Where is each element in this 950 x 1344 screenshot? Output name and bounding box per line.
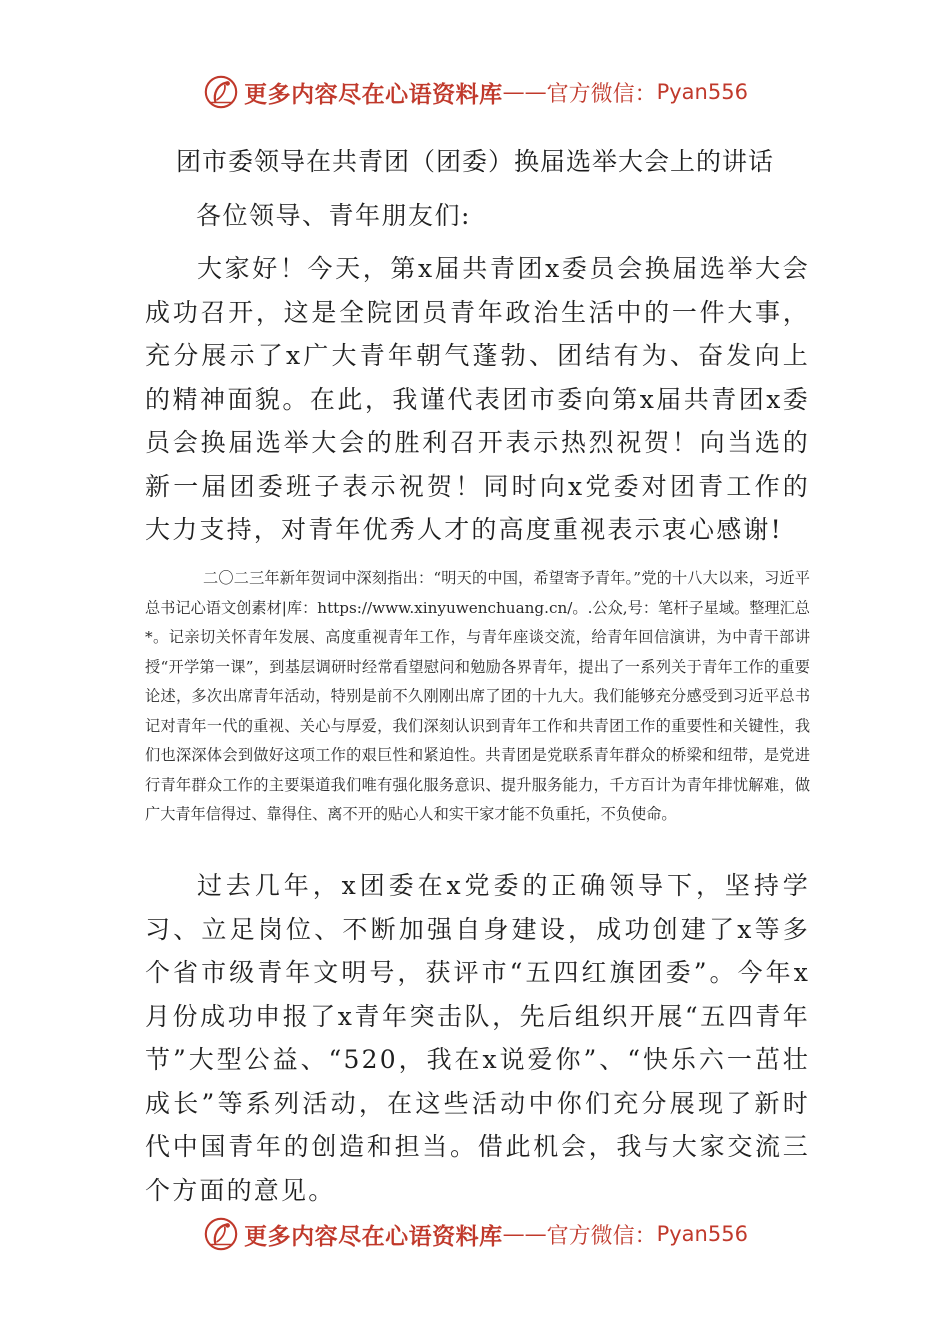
banner-wechat-label: 官方微信：: [546, 1223, 657, 1249]
document-title: 团市委领导在共青团（团委）换届选举大会上的讲话: [175, 147, 774, 176]
header-banner: [0, 70, 950, 114]
banner-dash: ——: [502, 1221, 547, 1247]
banner-slogan: 更多内容尽在心语资料库: [244, 1222, 503, 1250]
banner-wechat-label: 官方微信：: [546, 81, 657, 107]
brand-logo-icon: [202, 73, 240, 111]
banner-wechat-id: Pyan556: [656, 80, 748, 104]
salutation: 各位领导、青年朋友们:: [196, 201, 471, 230]
footer-banner: [0, 1212, 950, 1256]
quote-paragraph: 二〇二三年新年贺词中深刻指出：“明天的中国，希望寄予青年。”党的十八大以来，习近平总书记心语文创素材|库：https://www.xinyuwenchuang.cn/。.公众,号：笔杆子星域。整理汇总*。记亲切关怀青年发展、高度重视青年工作，与青年座谈交流，给青年回信演讲，为中青干部讲授“开学第一课”，到基层调研时经常看望慰问和勉励各界青年，提出了一系列关于青年工作的重要论述，多次出席青年活动，特别是前不久刚刚出席了团的十九大。我们能够充分感受到习近平总书记对青年一代的重视、关心与厚爱，我们深刻认识到青年工作和共青团工作的重要性和关键性，我们也深深体会到做好这项工作的艰巨性和紧迫性。共青团是党联系青年群众的桥梁和纽带，是党进行青年群众工作的主要渠道我们唯有强化服务意识、提升服务能力，千方百计为青年排忧解难，做广大青年信得过、靠得住、离不开的贴心人和实干家才能不负重托，不负使命。: [145, 569, 810, 823]
body-paragraph-2: 过去几年，x团委在x党委的正确领导下，坚持学习、立足岗位、不断加强自身建设，成功创建了x等多个省市级青年文明号，获评市“五四红旗团委”。今年x月份成功申报了x青年突击队，先后组织开展“五四青年节”大型公益、“520，我在x说爱你”、“快乐六一茁壮成长”等系列活动，在这些活动中你们充分展现了新时代中国青年的创造和担当。借此机会，我与大家交流三个方面的意见。: [145, 871, 810, 1205]
banner-dash: ——: [502, 79, 547, 105]
brand-logo-icon: [202, 1215, 240, 1253]
banner-wechat-id: Pyan556: [656, 1222, 748, 1246]
banner-slogan: 更多内容尽在心语资料库: [244, 80, 503, 108]
body-paragraph-1: 大家好！今天，第x届共青团x委员会换届选举大会成功召开，这是全院团员青年政治生活中的一件大事，充分展示了x广大青年朝气蓬勃、团结有为、奋发向上的精神面貌。在此，我谨代表团市委向第x届共青团x委员会换届选举大会的胜利召开表示热烈祝贺！向当选的新一届团委班子表示祝贺！同时向x党委对团青工作的大力支持，对青年优秀人才的高度重视表示衷心感谢!: [145, 254, 810, 544]
